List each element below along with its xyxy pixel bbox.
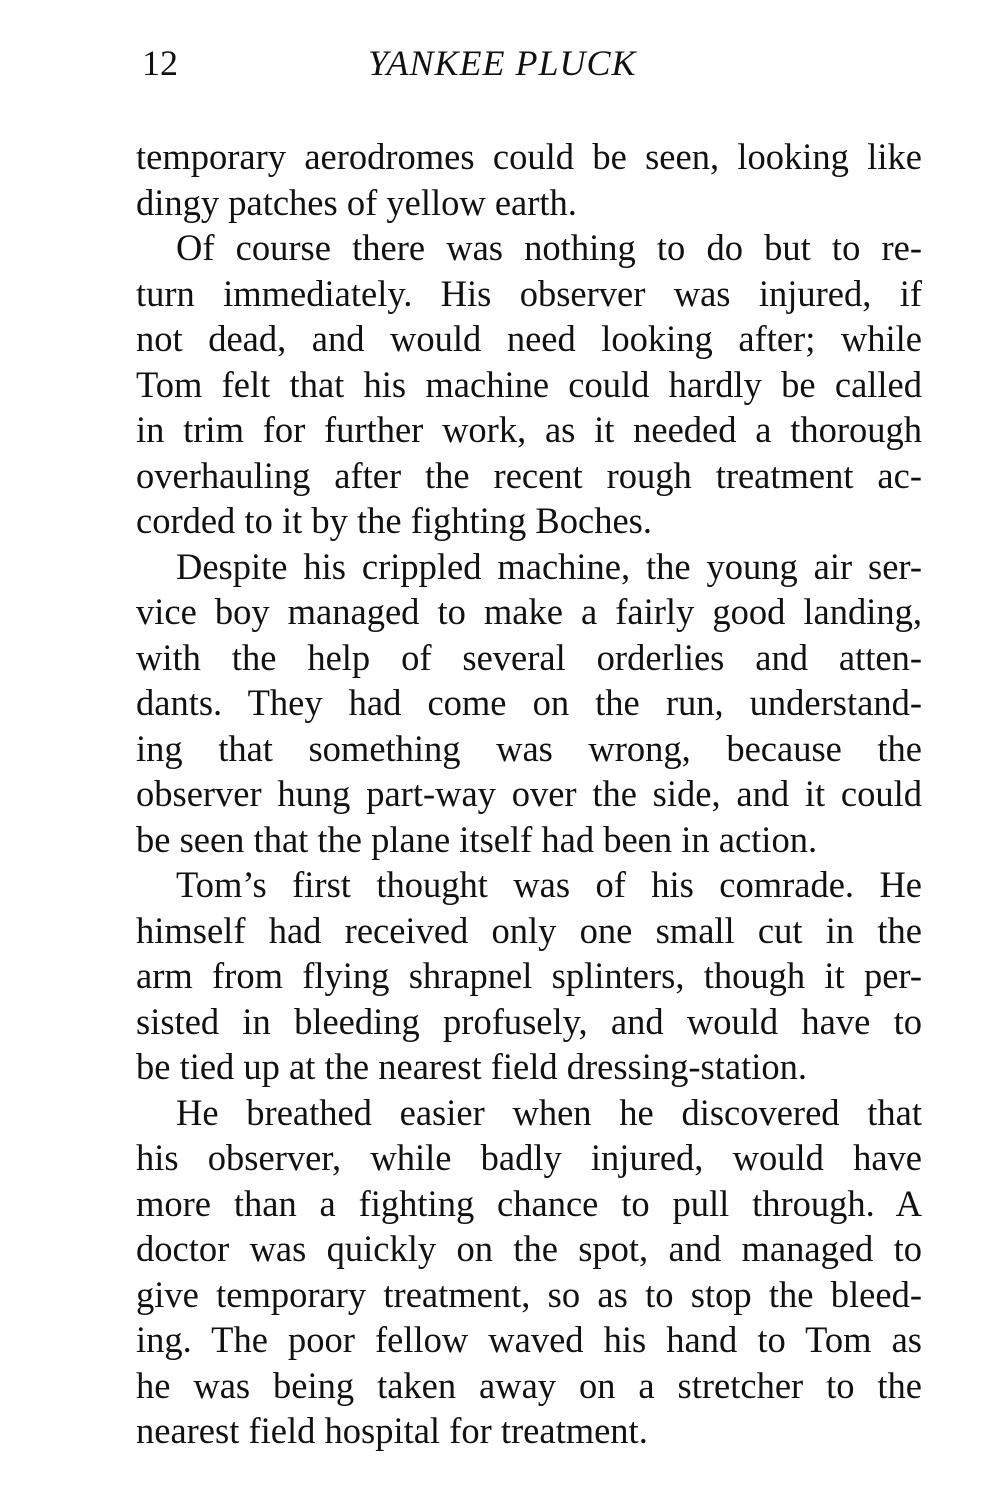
text-line: observer hung part-way over the side, and it could [136, 773, 922, 814]
text-line: Despite his crippled machine, the young air ser- [176, 545, 922, 587]
page-number: 12 [142, 43, 178, 83]
text-line: dingy patches of yellow earth. [136, 181, 577, 223]
text-line: temporary aerodromes could be seen, looking like [136, 136, 922, 177]
text-line: give temporary treatment, so as to stop the bleed- [136, 1273, 922, 1315]
paragraph [136, 225, 922, 544]
text-line: sisted in bleeding profusely, and would have to [136, 1000, 922, 1042]
text-line: corded to it by the fighting Boches. [136, 500, 652, 541]
paragraph [136, 134, 922, 225]
text-line: turn immediately. His observer was injured, if [136, 272, 922, 314]
text-line: ing that something was wrong, because the [136, 727, 922, 769]
text-line: in trim for further work, as it needed a thorough [136, 409, 922, 450]
text-line: himself had received only one small cut in the [136, 909, 922, 951]
text-line: his observer, while badly injured, would have [136, 1137, 922, 1178]
paragraph [136, 1090, 922, 1454]
body-text [136, 134, 922, 1454]
text-line: be seen that the plane itself had been in action. [136, 818, 818, 860]
text-line: He breathed easier when he discovered that [176, 1091, 922, 1133]
text-line: more than a fighting chance to pull through. A [136, 1182, 922, 1224]
text-line: Tom’s first thought was of his comrade. He [176, 864, 922, 905]
paragraph [136, 862, 922, 1090]
text-line: Of course there was nothing to do but to re- [176, 227, 922, 268]
text-line: ing. The poor fellow waved his hand to Tom as [136, 1319, 922, 1360]
text-line: arm from flying shrapnel splinters, though it per- [136, 955, 922, 996]
text-line: be tied up at the nearest field dressing-station. [136, 1046, 807, 1087]
running-title: YANKEE PLUCK [368, 43, 637, 83]
paragraph [136, 544, 922, 863]
text-line: with the help of several orderlies and atten- [136, 636, 922, 678]
text-line: doctor was quickly on the spot, and managed to [136, 1228, 922, 1269]
text-line: nearest field hospital for treatment. [136, 1410, 648, 1451]
running-head [142, 38, 924, 88]
text-line: he was being taken away on a stretcher to the [136, 1364, 922, 1406]
text-line: overhauling after the recent rough treatment ac- [136, 454, 922, 496]
text-line: dants. They had come on the run, understand- [136, 682, 922, 723]
text-line: not dead, and would need looking after; while [136, 318, 922, 359]
text-line: vice boy managed to make a fairly good landing, [136, 591, 922, 632]
text-line: Tom felt that his machine could hardly be called [136, 363, 922, 405]
